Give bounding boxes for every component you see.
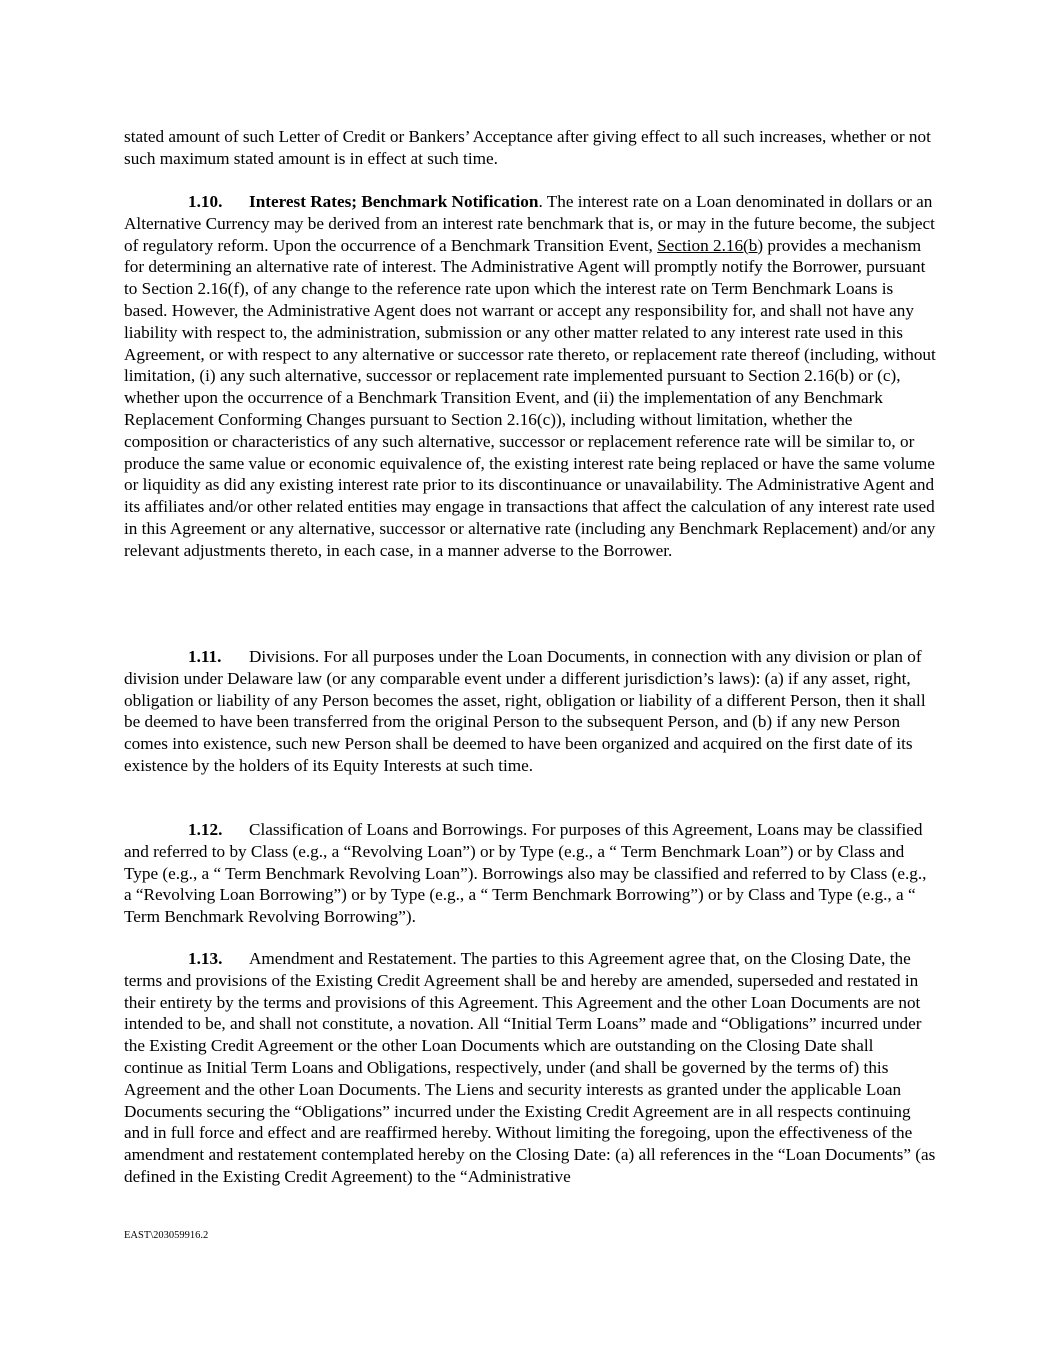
footer-document-id: EAST\203059916.2 <box>124 1230 209 1241</box>
section-1-12 <box>124 819 936 928</box>
section-text: Amendment and Restatement. The parties to this Agreement agree that, on the Closing Date, the terms and provisions of the Existing Credit Agreement shall be and hereby are amended, superseded and restated in their entirety by the terms and provisions of this Agreement. This Agreement and the other Loan Documents are not intended to be, and shall not constitute, a novation. All “Initial Term Loans” made and “Obligations” incurred under the Existing Credit Agreement or the other Loan Documents which are outstanding on the Closing Date shall continue as Initial Term Loans and Obligations, respectively, under (and shall be governed by the terms of) this Agreement and the other Loan Documents. The Liens and security interests as granted under the applicable Loan Documents securing the “Obligations” incurred under the Existing Credit Agreement are in all respects continuing and in full force and effect and are reaffirmed hereby. Without limiting the foregoing, upon the effectiveness of the amendment and restatement contemplated hereby on the Closing Date: (a) all references in the “Loan Documents” (as defined in the Existing Credit Agreement) to the “Administrative <box>124 949 936 1186</box>
section-text-part1: . The interest rate on a Loan denominated in dollars or an Alternative Currency may be derived from an interest rate benchmark that is, or may in the future become, the subject of regulatory reform. Upon the occurrence of a Benchmark Transition Event, <box>124 192 935 255</box>
section-reference-link[interactable]: Section 2.16(b) <box>657 235 764 255</box>
section-1-11 <box>124 646 936 777</box>
section-text: Divisions. For all purposes under the Loan Documents, in connection with any division or plan of division under Delaware law (or any comparable event under a different jurisdiction’s laws): (a) if any asset, right, obligation or liability of any Person becomes the asset, right, obligation or liability of a different Person, then it shall be deemed to have been transferred from the original Person to the subsequent Person, and (b) if any new Person comes into existence, such new Person shall be deemed to have been organized and acquired on the first date of its existence by the holders of its Equity Interests at such time. <box>124 647 926 775</box>
continuation-paragraph <box>124 126 936 170</box>
section-heading: Interest Rates; Benchmark Notification <box>249 192 539 211</box>
section-text-part2: provides a mechanism for determining an alternative rate of interest. The Administrative Agent will promptly notify the Borrower, pursuant to Section 2.16(f), of any change to the reference rate upon which the interest rate on Term Benchmark Loans is based. However, the Administrative Agent does not warrant or accept any responsibility for, and shall not have any liability with respect to, the administration, submission or any other matter related to any interest rate used in this Agreement, or with respect to any alternative or successor rate thereto, or replacement rate thereof (including, without limitation, (i) any such alternative, successor or replacement rate implemented pursuant to Section 2.16(b) or (c), whether upon the occurrence of a Benchmark Transition Event, and (ii) the implementation of any Benchmark Replacement Conforming Changes pursuant to Section 2.16(c)), including without limitation, whether the composition or characteristics of any such alternative, successor or replacement reference rate will be similar to, or produce the same value or economic equivalence of, the existing interest rate being replaced or have the same volume or liquidity as did any existing interest rate prior to its discontinuance or unavailability. The Administrative Agent and its affiliates and/or other related entities may engage in transactions that affect the calculation of any interest rate used in this Agreement or any alternative, successor or alternative rate (including any Benchmark Replacement) and/or any relevant adjustments thereto, in each case, in a manner adverse to the Borrower. <box>124 235 936 560</box>
section-number: 1.12. <box>188 820 223 839</box>
section-number: 1.13. <box>188 949 223 968</box>
section-number: 1.11. <box>188 647 222 666</box>
section-text: Classification of Loans and Borrowings. For purposes of this Agreement, Loans may be classified and referred to by Class (e.g., a “Revolving Loan”) or by Type (e.g., a “ Term Benchmark Loan”) or by Class and Type (e.g., a “ Term Benchmark Revolving Loan”). Borrowings also may be classified and referred to by Class (e.g., a “Revolving Loan Borrowing”) or by Type (e.g., a “ Term Benchmark Borrowing”) or by Class and Type (e.g., a “ Term Benchmark Revolving Borrowing”). <box>124 820 927 927</box>
section-1-13 <box>124 948 936 1188</box>
continuation-text: stated amount of such Letter of Credit or Bankers’ Acceptance after giving effect to all such increases, whether or not such maximum stated amount is in effect at such time. <box>124 127 931 168</box>
section-number: 1.10. <box>188 192 223 211</box>
section-1-10 <box>124 191 936 562</box>
